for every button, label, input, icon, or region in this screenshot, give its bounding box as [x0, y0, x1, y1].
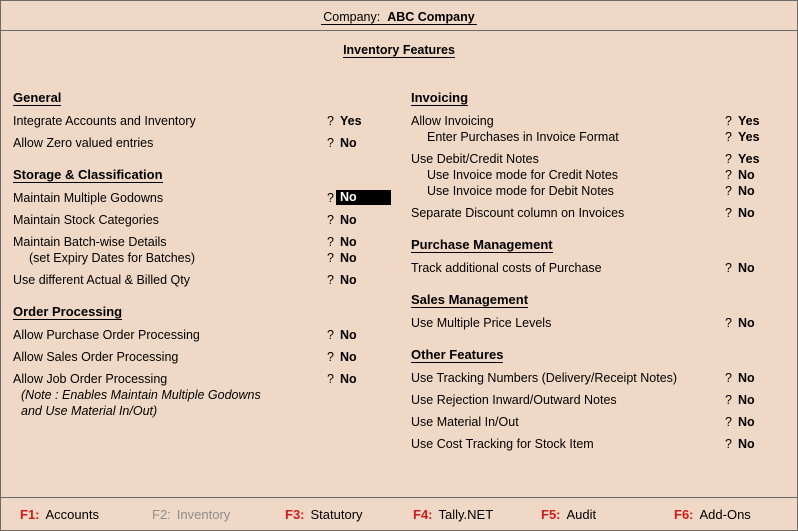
sales-order-label: Allow Sales Order Processing	[13, 350, 179, 364]
question-mark: ?	[725, 261, 732, 275]
function-key-bar	[1, 499, 797, 529]
page-title: Inventory Features	[343, 43, 455, 57]
question-mark: ?	[725, 415, 732, 429]
track-additional-costs-label: Track additional costs of Purchase	[411, 261, 602, 275]
discount-column-label: Separate Discount column on Invoices	[411, 206, 625, 220]
section-other-features: Other Features	[411, 347, 504, 362]
job-order-value[interactable]: No	[340, 372, 357, 386]
tracking-numbers-label: Use Tracking Numbers (Delivery/Receipt Notes)	[411, 371, 678, 385]
f3-statutory-button[interactable]: F3: Statutory	[285, 507, 363, 522]
rejection-notes-value[interactable]: No	[738, 393, 755, 407]
job-order-note-line1: (Note : Enables Maintain Multiple Godowns	[21, 388, 261, 402]
actual-billed-value[interactable]: No	[340, 273, 357, 287]
f6-add-ons-button[interactable]: F6: Add-Ons	[674, 507, 751, 522]
rejection-notes-label: Use Rejection Inward/Outward Notes	[411, 393, 617, 407]
header-divider	[1, 30, 797, 31]
purchase-order-label: Allow Purchase Order Processing	[13, 328, 200, 342]
job-order-label: Allow Job Order Processing	[13, 372, 168, 386]
expiry-dates-value[interactable]: No	[340, 251, 357, 265]
multiple-price-levels-label: Use Multiple Price Levels	[411, 316, 552, 330]
batch-wise-value[interactable]: No	[340, 235, 357, 249]
credit-notes-mode-label: Use Invoice mode for Credit Notes	[427, 168, 619, 182]
section-purchase-management: Purchase Management	[411, 237, 553, 252]
footer-divider	[1, 497, 797, 498]
purchase-order-value[interactable]: No	[340, 328, 357, 342]
question-mark: ?	[327, 350, 334, 364]
actual-billed-label: Use different Actual & Billed Qty	[13, 273, 190, 287]
zero-valued-value[interactable]: No	[340, 136, 357, 150]
section-invoicing: Invoicing	[411, 90, 469, 105]
multiple-price-levels-value[interactable]: No	[738, 316, 755, 330]
company-label: Company:	[323, 10, 381, 24]
question-mark: ?	[725, 184, 732, 198]
f2-inventory-button: F2: Inventory	[152, 507, 231, 522]
zero-valued-label: Allow Zero valued entries	[13, 136, 154, 150]
question-mark: ?	[725, 371, 732, 385]
allow-invoicing-label: Allow Invoicing	[411, 114, 494, 128]
cost-tracking-value[interactable]: No	[738, 437, 755, 451]
question-mark: ?	[327, 114, 334, 128]
company-name: ABC Company	[387, 10, 475, 24]
question-mark: ?	[327, 273, 334, 287]
debit-notes-mode-value[interactable]: No	[738, 184, 755, 198]
job-order-note-line2: and Use Material In/Out)	[21, 404, 158, 418]
purchases-invoice-format-label: Enter Purchases in Invoice Format	[427, 130, 619, 144]
expiry-dates-label: (set Expiry Dates for Batches)	[29, 251, 196, 265]
debit-credit-notes-value[interactable]: Yes	[738, 152, 760, 166]
stock-categories-value[interactable]: No	[340, 213, 357, 227]
question-mark: ?	[725, 130, 732, 144]
discount-column-value[interactable]: No	[738, 206, 755, 220]
f5-audit-button[interactable]: F5: Audit	[541, 507, 597, 522]
integrate-accounts-label: Integrate Accounts and Inventory	[13, 114, 196, 128]
section-sales-management: Sales Management	[411, 292, 529, 307]
track-additional-costs-value[interactable]: No	[738, 261, 755, 275]
integrate-accounts-value[interactable]: Yes	[340, 114, 362, 128]
debit-credit-notes-label: Use Debit/Credit Notes	[411, 152, 539, 166]
question-mark: ?	[725, 114, 732, 128]
question-mark: ?	[327, 372, 334, 386]
question-mark: ?	[725, 168, 732, 182]
tracking-numbers-value[interactable]: No	[738, 371, 755, 385]
sales-order-value[interactable]: No	[340, 350, 357, 364]
stock-categories-label: Maintain Stock Categories	[13, 213, 159, 227]
question-mark: ?	[327, 191, 334, 205]
section-storage: Storage & Classification	[13, 167, 163, 182]
cost-tracking-label: Use Cost Tracking for Stock Item	[411, 437, 594, 451]
question-mark: ?	[327, 235, 334, 249]
purchases-invoice-format-value[interactable]: Yes	[738, 130, 760, 144]
multiple-godowns-label: Maintain Multiple Godowns	[13, 191, 164, 205]
debit-notes-mode-label: Use Invoice mode for Debit Notes	[427, 184, 614, 198]
batch-wise-label: Maintain Batch-wise Details	[13, 235, 167, 249]
question-mark: ?	[725, 206, 732, 220]
company-header	[0, 10, 798, 24]
material-in-out-label: Use Material In/Out	[411, 415, 519, 429]
question-mark: ?	[327, 328, 334, 342]
question-mark: ?	[725, 152, 732, 166]
f4-tally-net-button[interactable]: F4: Tally.NET	[413, 507, 494, 522]
material-in-out-value[interactable]: No	[738, 415, 755, 429]
question-mark: ?	[725, 437, 732, 451]
question-mark: ?	[725, 316, 732, 330]
section-order-processing: Order Processing	[13, 304, 123, 319]
question-mark: ?	[327, 136, 334, 150]
credit-notes-mode-value[interactable]: No	[738, 168, 755, 182]
section-general: General	[13, 90, 62, 105]
question-mark: ?	[327, 251, 334, 265]
question-mark: ?	[327, 213, 334, 227]
question-mark: ?	[725, 393, 732, 407]
allow-invoicing-value[interactable]: Yes	[738, 114, 760, 128]
f1-accounts-button[interactable]: F1: Accounts	[20, 507, 99, 522]
multiple-godowns-value-field[interactable]: No	[336, 190, 391, 205]
